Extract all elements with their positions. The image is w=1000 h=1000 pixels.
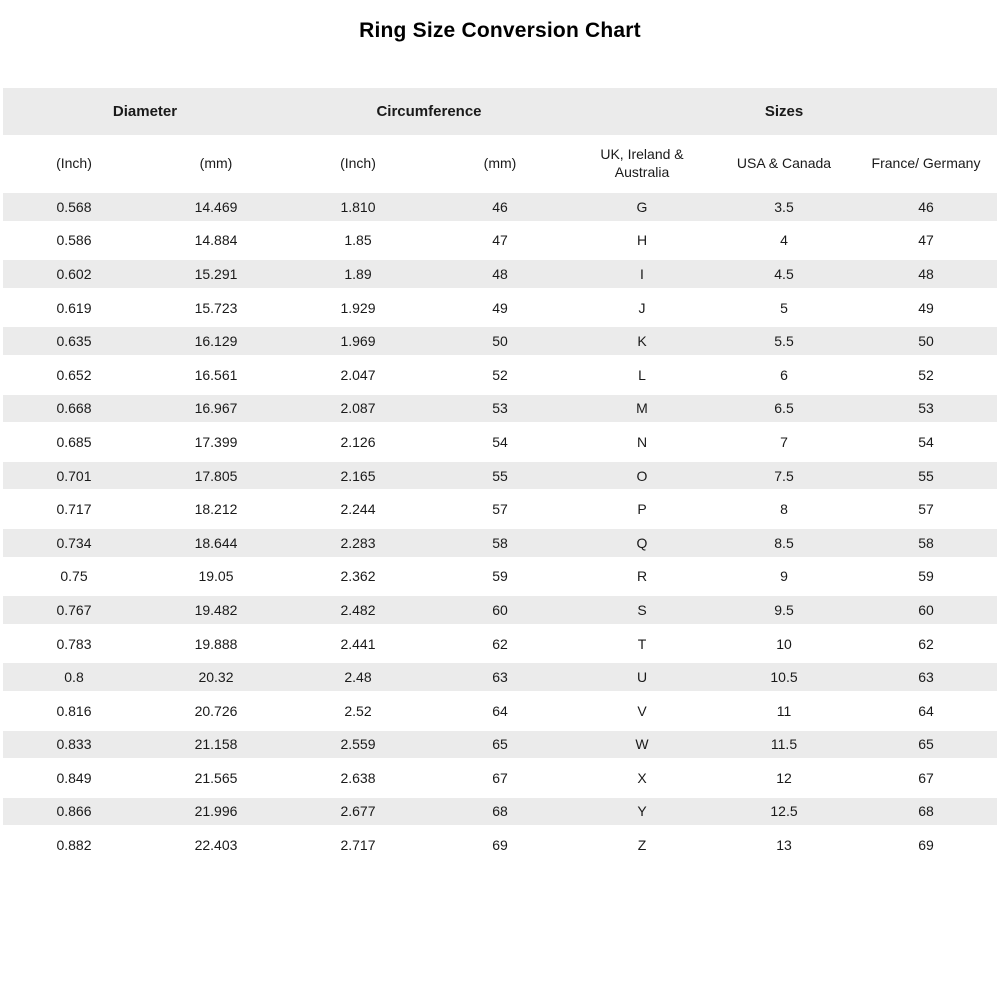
table-cell: K: [571, 324, 713, 358]
table-cell: 64: [429, 694, 571, 728]
table-cell: P: [571, 492, 713, 526]
table-cell: G: [571, 190, 713, 224]
table-cell: 9: [713, 560, 855, 594]
table-row: [3, 492, 997, 526]
table-cell: I: [571, 257, 713, 291]
table-cell: 2.441: [287, 627, 429, 661]
table-cell: 0.717: [3, 492, 145, 526]
table-cell: 58: [855, 526, 997, 560]
column-header-circumference-inch: (Inch): [287, 135, 429, 190]
table-cell: 2.283: [287, 526, 429, 560]
table-cell: 13: [713, 828, 855, 862]
table-cell: 0.685: [3, 425, 145, 459]
table-cell: Q: [571, 526, 713, 560]
table-row: [3, 593, 997, 627]
table-cell: 20.726: [145, 694, 287, 728]
table-cell: 60: [855, 593, 997, 627]
table-cell: 0.767: [3, 593, 145, 627]
table-row: [3, 425, 997, 459]
table-cell: 1.810: [287, 190, 429, 224]
table-cell: 19.482: [145, 593, 287, 627]
table-cell: 1.969: [287, 324, 429, 358]
table-cell: 0.734: [3, 526, 145, 560]
table-cell: 0.652: [3, 358, 145, 392]
table-cell: 63: [855, 660, 997, 694]
table-cell: N: [571, 425, 713, 459]
table-row: [3, 728, 997, 762]
table-cell: 68: [429, 795, 571, 829]
table-cell: 0.586: [3, 224, 145, 258]
table-row: [3, 324, 997, 358]
table-cell: 15.291: [145, 257, 287, 291]
table-cell: 55: [429, 459, 571, 493]
table-cell: 9.5: [713, 593, 855, 627]
table-cell: 69: [429, 828, 571, 862]
table-cell: 22.403: [145, 828, 287, 862]
table-cell: 19.888: [145, 627, 287, 661]
table-cell: J: [571, 291, 713, 325]
table-row: [3, 526, 997, 560]
table-cell: 18.644: [145, 526, 287, 560]
table-cell: 47: [855, 224, 997, 258]
table-cell: 67: [855, 761, 997, 795]
table-row: [3, 358, 997, 392]
column-header-row: [3, 135, 997, 190]
table-cell: 0.833: [3, 728, 145, 762]
table-cell: 62: [429, 627, 571, 661]
table-cell: 0.783: [3, 627, 145, 661]
table-cell: 1.85: [287, 224, 429, 258]
table-cell: 6.5: [713, 392, 855, 426]
table-cell: 62: [855, 627, 997, 661]
ring-size-conversion-table: [3, 88, 997, 862]
table-cell: 0.816: [3, 694, 145, 728]
table-cell: 0.668: [3, 392, 145, 426]
group-header-circumference: Circumference: [287, 88, 571, 135]
table-cell: 68: [855, 795, 997, 829]
table-cell: 0.882: [3, 828, 145, 862]
table-cell: 1.89: [287, 257, 429, 291]
table-cell: U: [571, 660, 713, 694]
table-cell: 2.244: [287, 492, 429, 526]
column-header-diameter-inch: (Inch): [3, 135, 145, 190]
table-cell: 0.866: [3, 795, 145, 829]
table-row: [3, 828, 997, 862]
table-cell: 8.5: [713, 526, 855, 560]
table-cell: 2.087: [287, 392, 429, 426]
table-header: [3, 88, 997, 190]
table-cell: 4.5: [713, 257, 855, 291]
table-cell: 53: [855, 392, 997, 426]
table-cell: 48: [855, 257, 997, 291]
table-cell: 10.5: [713, 660, 855, 694]
table-cell: 5: [713, 291, 855, 325]
table-cell: 1.929: [287, 291, 429, 325]
table-cell: 65: [429, 728, 571, 762]
table-row: [3, 257, 997, 291]
table-cell: 0.849: [3, 761, 145, 795]
table-cell: 2.717: [287, 828, 429, 862]
table-cell: 17.399: [145, 425, 287, 459]
column-header-diameter-mm: (mm): [145, 135, 287, 190]
table-cell: 18.212: [145, 492, 287, 526]
table-cell: 0.8: [3, 660, 145, 694]
table-cell: 7: [713, 425, 855, 459]
table-cell: 54: [855, 425, 997, 459]
table-cell: M: [571, 392, 713, 426]
table-cell: 0.75: [3, 560, 145, 594]
table-cell: 2.48: [287, 660, 429, 694]
table-cell: 57: [429, 492, 571, 526]
table-cell: 3.5: [713, 190, 855, 224]
table-cell: 14.884: [145, 224, 287, 258]
table-cell: 11.5: [713, 728, 855, 762]
table-cell: 46: [855, 190, 997, 224]
table-cell: R: [571, 560, 713, 594]
table-cell: 5.5: [713, 324, 855, 358]
table-cell: V: [571, 694, 713, 728]
table-cell: 54: [429, 425, 571, 459]
table-cell: 49: [429, 291, 571, 325]
table-cell: 7.5: [713, 459, 855, 493]
table-cell: Z: [571, 828, 713, 862]
column-header-france-germany: France/ Germany: [855, 135, 997, 190]
table-row: [3, 560, 997, 594]
table-cell: 2.482: [287, 593, 429, 627]
table-row: [3, 392, 997, 426]
table-cell: O: [571, 459, 713, 493]
table-cell: 0.602: [3, 257, 145, 291]
table-row: [3, 190, 997, 224]
table-cell: S: [571, 593, 713, 627]
table-cell: 69: [855, 828, 997, 862]
table-cell: 48: [429, 257, 571, 291]
table-cell: 65: [855, 728, 997, 762]
table-cell: 21.565: [145, 761, 287, 795]
table-cell: H: [571, 224, 713, 258]
table-cell: 15.723: [145, 291, 287, 325]
table-cell: 20.32: [145, 660, 287, 694]
table-cell: 58: [429, 526, 571, 560]
table-cell: 21.996: [145, 795, 287, 829]
table-cell: 2.52: [287, 694, 429, 728]
table-row: [3, 627, 997, 661]
table-cell: 63: [429, 660, 571, 694]
table-row: [3, 761, 997, 795]
table-cell: 47: [429, 224, 571, 258]
table-cell: 52: [855, 358, 997, 392]
table-cell: 19.05: [145, 560, 287, 594]
table-cell: T: [571, 627, 713, 661]
column-header-usa-canada: USA & Canada: [713, 135, 855, 190]
page-title: Ring Size Conversion Chart: [359, 19, 641, 42]
column-header-circumference-mm: (mm): [429, 135, 571, 190]
table-cell: 17.805: [145, 459, 287, 493]
table-row: [3, 459, 997, 493]
table-cell: Y: [571, 795, 713, 829]
table-cell: 67: [429, 761, 571, 795]
table-cell: 2.165: [287, 459, 429, 493]
table-cell: 8: [713, 492, 855, 526]
table-cell: 55: [855, 459, 997, 493]
table-cell: 16.967: [145, 392, 287, 426]
table-cell: 2.559: [287, 728, 429, 762]
table-cell: 2.047: [287, 358, 429, 392]
table-body: [3, 190, 997, 862]
table-cell: 0.568: [3, 190, 145, 224]
table-cell: 53: [429, 392, 571, 426]
table-cell: L: [571, 358, 713, 392]
table-cell: 0.635: [3, 324, 145, 358]
table-cell: 60: [429, 593, 571, 627]
table-cell: 2.638: [287, 761, 429, 795]
group-header-row: [3, 88, 997, 135]
table-cell: 0.619: [3, 291, 145, 325]
table-cell: 10: [713, 627, 855, 661]
table-cell: 46: [429, 190, 571, 224]
table-cell: 50: [429, 324, 571, 358]
table-row: [3, 795, 997, 829]
table-cell: 2.362: [287, 560, 429, 594]
group-header-sizes: Sizes: [571, 88, 997, 135]
table-cell: 59: [855, 560, 997, 594]
table-row: [3, 224, 997, 258]
table-cell: 6: [713, 358, 855, 392]
table-cell: 4: [713, 224, 855, 258]
group-header-diameter: Diameter: [3, 88, 287, 135]
table-cell: 14.469: [145, 190, 287, 224]
table-cell: 64: [855, 694, 997, 728]
table-cell: 12.5: [713, 795, 855, 829]
table-cell: 52: [429, 358, 571, 392]
table-row: [3, 660, 997, 694]
table-cell: 2.677: [287, 795, 429, 829]
column-header-uk-ireland-australia: UK, Ireland & Australia: [571, 135, 713, 190]
table-cell: 50: [855, 324, 997, 358]
table-cell: 2.126: [287, 425, 429, 459]
table-row: [3, 291, 997, 325]
table-cell: 11: [713, 694, 855, 728]
table-cell: 0.701: [3, 459, 145, 493]
table-cell: 16.129: [145, 324, 287, 358]
table-row: [3, 694, 997, 728]
table-cell: 16.561: [145, 358, 287, 392]
table-cell: 21.158: [145, 728, 287, 762]
table-cell: 12: [713, 761, 855, 795]
table-cell: X: [571, 761, 713, 795]
table-cell: 57: [855, 492, 997, 526]
table-cell: 59: [429, 560, 571, 594]
table-cell: W: [571, 728, 713, 762]
table-cell: 49: [855, 291, 997, 325]
